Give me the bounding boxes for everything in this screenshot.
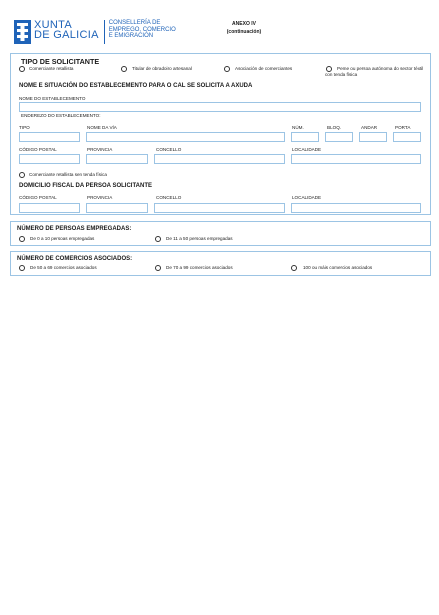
xunta-wordmark: [34, 20, 99, 40]
logo-line2: DE GALICIA: [34, 29, 99, 41]
domicilio-codigo-postal-label: CÓDIGO POSTAL: [19, 195, 57, 200]
logo-line1: XUNTA: [34, 19, 72, 31]
nome-via-input[interactable]: [86, 132, 285, 142]
xunta-emblem-icon: [14, 20, 31, 44]
persoas-empregadas-title: NÚMERO DE PERSOAS EMPREGADAS:: [17, 226, 132, 232]
provincia-label: PROVINCIA: [87, 147, 113, 152]
radio-obradoiro-artesanal[interactable]: [121, 66, 127, 72]
nome-establecemento-label: NOME DO ESTABLECEMENTO: [19, 96, 86, 101]
comercios-asociados-title: NÚMERO DE COMERCIOS ASOCIADOS:: [17, 256, 133, 262]
xunta-logo: [14, 20, 176, 46]
num-label: NÚM.: [292, 125, 304, 130]
anexo-heading: [200, 20, 288, 36]
comercios-asociados-section: [10, 251, 431, 276]
radio-50-69-comercios[interactable]: [19, 265, 25, 271]
localidade-label: LOCALIDADE: [292, 147, 322, 152]
domicilio-localidade-input[interactable]: [291, 203, 421, 213]
conselleria-line3: E EMIGRACIÓN: [108, 33, 154, 40]
tipo-solicitante-title: TIPO DE SOLICITANTE: [21, 57, 100, 66]
conselleria-line1: CONSELLERÍA DE: [108, 20, 161, 26]
radio-0-10-empregadas[interactable]: [19, 236, 25, 242]
option-70-99-comercios: De 70 a 99 comercios asociados: [166, 265, 233, 270]
bloq-input[interactable]: [325, 132, 353, 142]
option-sen-tenda-fisica: Comerciante retallista sen tenda física: [29, 172, 107, 177]
logo-divider: [104, 20, 105, 44]
option-obradoiro-artesanal: Titular de obradoiro artesanal: [132, 66, 192, 71]
radio-100-mais-comercios[interactable]: [291, 265, 297, 271]
domicilio-provincia-input[interactable]: [86, 203, 148, 213]
option-0-10-empregadas: De 0 a 10 persoas empregadas: [30, 236, 95, 241]
conselleria-name: [109, 20, 176, 40]
nome-establecemento-input[interactable]: [19, 102, 421, 112]
radio-asociacion-comerciantes[interactable]: [224, 66, 230, 72]
andar-input[interactable]: [359, 132, 387, 142]
anexo-title: ANEXO IV: [232, 21, 256, 27]
codigo-postal-label: CÓDIGO POSTAL: [19, 147, 57, 152]
option-50-69-comercios: De 50 a 69 comercios asociados: [30, 265, 97, 270]
radio-11-50-empregadas[interactable]: [155, 236, 161, 242]
radio-70-99-comercios[interactable]: [155, 265, 161, 271]
codigo-postal-input[interactable]: [19, 154, 80, 164]
option-100-mais-comercios: 100 ou máis comercios asociados: [303, 265, 373, 270]
domicilio-localidade-label: LOCALIDADE: [292, 195, 322, 200]
enderezo-label: ENDEREZO DO ESTABLECEMENTO:: [21, 113, 101, 118]
porta-input[interactable]: [393, 132, 421, 142]
option-comerciante-retallista: Comerciante retallista: [29, 66, 74, 71]
radio-sen-tenda-fisica[interactable]: [19, 172, 25, 178]
establecemento-title: NOME E SITUACIÓN DO ESTABLECEMENTO PARA O CAL SE SOLICITA A AXUDA: [19, 83, 253, 89]
option-asociacion-comerciantes: Asociación de comerciantes: [235, 66, 293, 71]
conselleria-line2: EMPREGO, COMERCIO: [108, 26, 176, 33]
concello-input[interactable]: [154, 154, 285, 164]
domicilio-concello-input[interactable]: [154, 203, 285, 213]
nome-via-label: NOME DA VÍA: [87, 125, 117, 130]
bloq-label: BLOQ.: [327, 125, 342, 130]
domicilio-fiscal-title: DOMICILIO FISCAL DA PERSOA SOLICITANTE: [19, 183, 153, 189]
option-peme-textil: Peme ou persoa autónoma do sector téxtil con tenda física: [325, 66, 424, 77]
domicilio-codigo-postal-input[interactable]: [19, 203, 80, 213]
andar-label: ANDAR: [361, 125, 378, 130]
concello-label: CONCELLO: [156, 147, 182, 152]
tipo-input[interactable]: [19, 132, 80, 142]
persoas-empregadas-section: [10, 221, 431, 246]
provincia-input[interactable]: [86, 154, 148, 164]
porta-label: PORTA: [395, 125, 411, 130]
num-input[interactable]: [291, 132, 319, 142]
anexo-subtitle: (continuación): [226, 29, 262, 35]
domicilio-provincia-label: PROVINCIA: [87, 195, 113, 200]
localidade-input[interactable]: [291, 154, 421, 164]
tipo-label: TIPO: [19, 125, 30, 130]
option-11-50-empregadas: De 11 a 50 persoas empregadas: [166, 236, 233, 241]
domicilio-concello-label: CONCELLO: [156, 195, 182, 200]
radio-comerciante-retallista[interactable]: [19, 66, 25, 72]
